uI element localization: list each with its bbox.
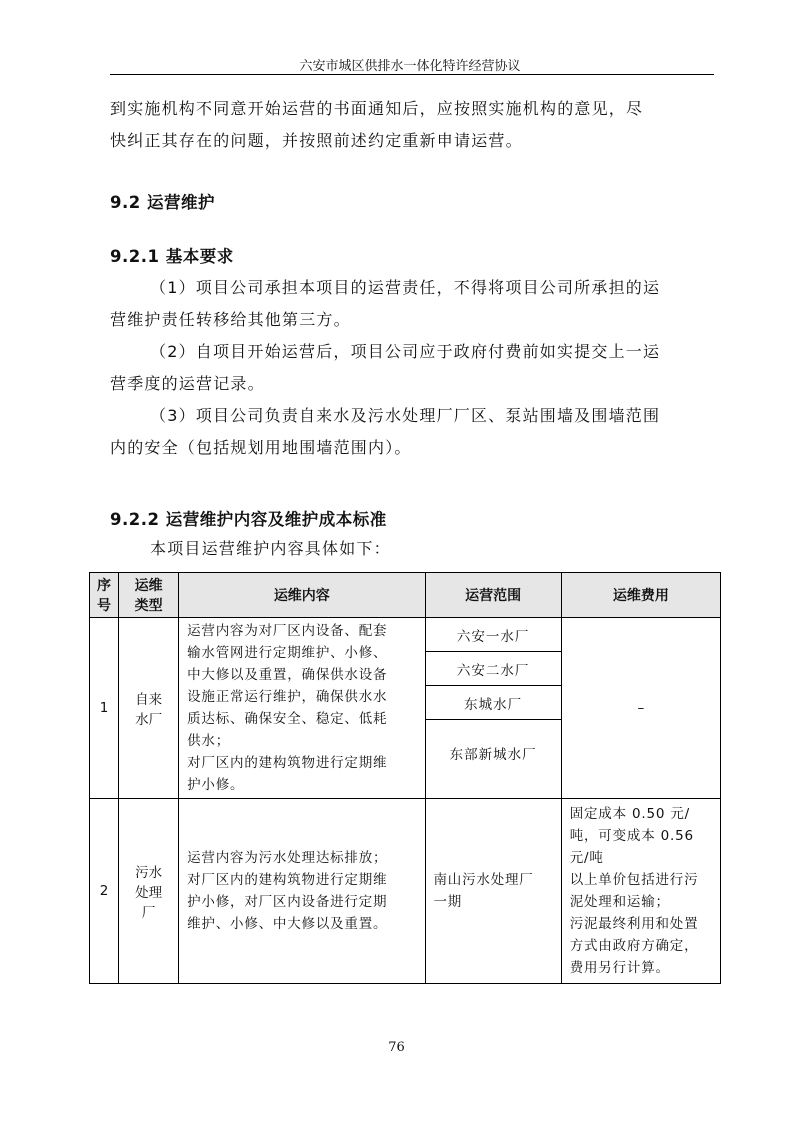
scope-item: 东城水厂 [426,686,561,720]
section-heading-9-2: 9.2 运营维护 [110,193,215,212]
operations-table [89,572,721,984]
row-number: 2 [90,799,119,984]
requirement-line: （1）项目公司承担本项目的运营责任，不得将项目公司所承担的运 [150,278,661,297]
requirement-line: （3）项目公司负责自来水及污水处理厂厂区、泵站围墙及围墙范围 [150,406,661,425]
table-row [90,799,721,984]
table-header-row [90,573,721,618]
table-intro: 本项目运营维护内容具体如下： [150,539,391,558]
header-scope: 运营范围 [425,573,561,618]
row-scope: 南山污水处理厂 一期 [425,799,561,984]
row-scope [425,618,561,799]
header-no: 序 号 [90,573,119,618]
intro-paragraph [110,93,720,157]
intro-line: 到实施机构不同意开始运营的书面通知后，应按照实施机构的意见，尽 [110,99,644,118]
row-content: 运营内容为对厂区内设备、配套 输水管网进行定期维护、小修、 中大修以及重置，确保供水设备 设施正常运行维护，确保供水水 质达标、确保安全、稳定、低耗 供水； 对厂区内的建构筑物进行定期维 护小修。 [179,618,425,799]
scope-item: 六安二水厂 [426,652,561,686]
header-divider [110,74,714,75]
row-type: 污水 处理 厂 [119,799,179,984]
row-fee: – [561,618,720,799]
header-fee: 运维费用 [561,573,720,618]
requirement-line: 内的安全（包括规划用地围墙范围内）。 [110,438,412,457]
scope-item: 东部新城水厂 [449,747,537,763]
row-type: 自来 水厂 [119,618,179,799]
section-heading-9-2-1: 9.2.1 基本要求 [110,247,234,266]
scope-item: 六安一水厂 [426,618,561,652]
row-number: 1 [90,618,119,799]
header-type: 运维 类型 [119,573,179,618]
basic-requirements [110,272,720,464]
running-header: 六安市城区供排水一体化特许经营协议 [299,59,521,74]
requirement-line: （2）自项目开始运营后，项目公司应于政府付费前如实提交上一运 [150,342,661,361]
table-row [90,618,721,799]
intro-line: 快纠正其存在的问题，并按照前述约定重新申请运营。 [110,131,523,150]
requirement-line: 营维护责任转移给其他第三方。 [110,310,351,329]
requirement-line: 营季度的运营记录。 [110,374,265,393]
section-heading-9-2-2: 9.2.2 运营维护内容及维护成本标准 [110,510,387,529]
row-fee: 固定成本 0.50 元/ 吨，可变成本 0.56 元/吨 以上单价包括进行污 泥处理和运输； 污泥最终利用和处置 方式由政府方确定， 费用另行计算。 [561,799,720,984]
row-content: 运营内容为污水处理达标排放； 对厂区内的建构筑物进行定期维 护小修，对厂区内设备进行定期 维护、小修、中大修以及重置。 [179,799,425,984]
page-number: 76 [388,1040,405,1055]
header-content: 运维内容 [179,573,425,618]
